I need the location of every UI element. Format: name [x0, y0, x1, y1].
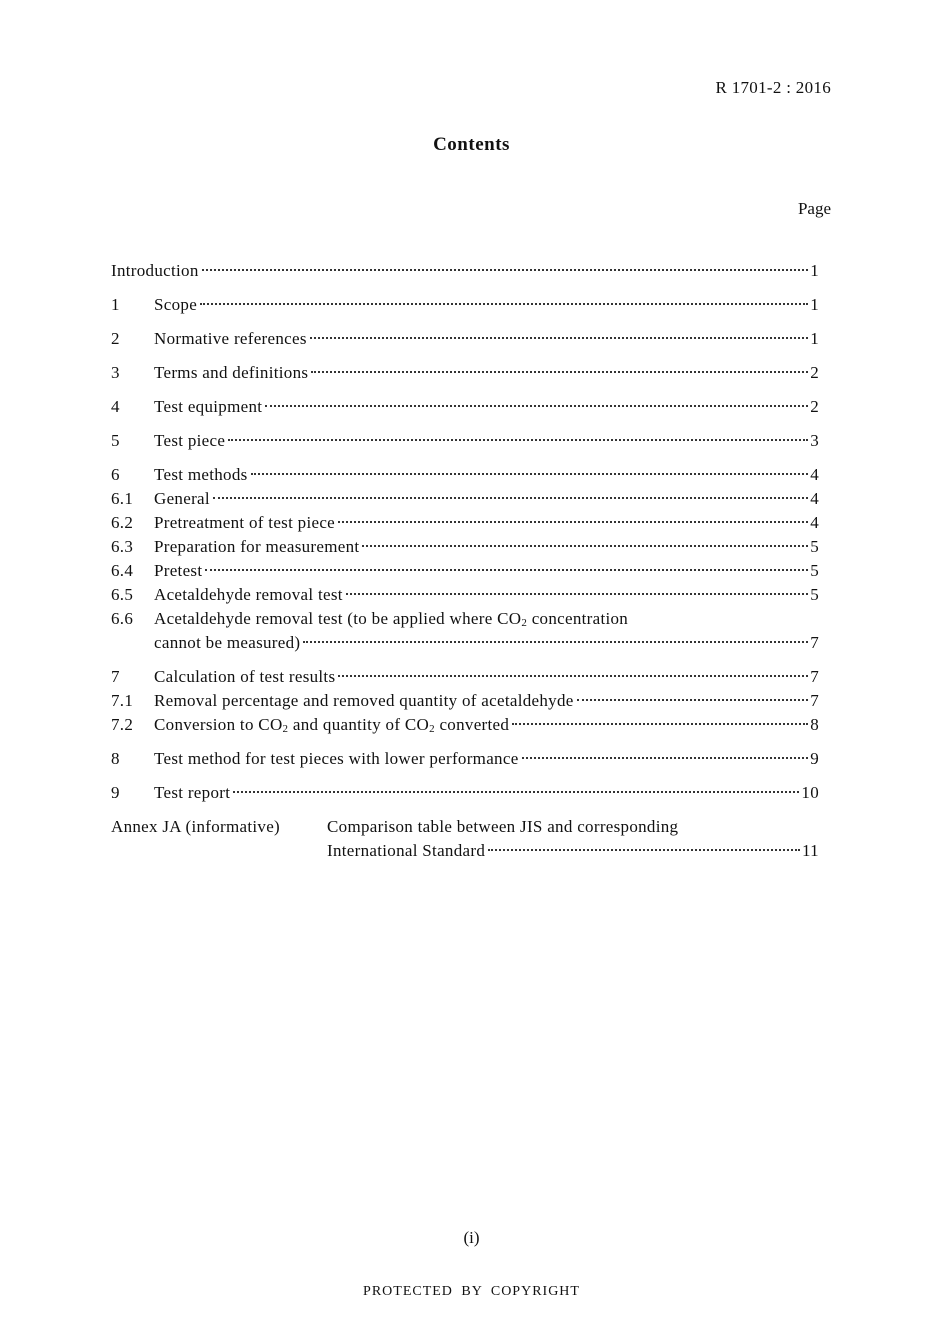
toc-page: 1 [810, 295, 819, 314]
toc-entry-2[interactable] [111, 327, 819, 351]
toc-entry-7-1[interactable] [111, 689, 819, 713]
dot-leader [205, 569, 808, 571]
dot-leader [251, 473, 809, 475]
toc-label: Calculation of test results [154, 667, 336, 686]
toc-page: 9 [810, 749, 819, 768]
toc-entry-8[interactable] [111, 747, 819, 771]
dot-leader [346, 593, 808, 595]
toc-page: 8 [810, 715, 819, 734]
toc-label: Scope [154, 295, 198, 314]
toc-label: Test report [154, 783, 231, 802]
toc-number: 1 [111, 295, 120, 314]
standard-number: R 1701-2 : 2016 [715, 78, 831, 97]
toc-entry-6[interactable] [111, 463, 819, 487]
toc-page: 4 [810, 513, 819, 532]
toc-label: Pretreatment of test piece [154, 513, 336, 532]
dot-leader [202, 269, 809, 271]
footer-page-number: (i) [463, 1228, 480, 1247]
page-column-heading: Page [797, 199, 831, 218]
toc-entry-4[interactable] [111, 395, 819, 419]
dot-leader [200, 303, 808, 305]
toc-entry-6-4[interactable] [111, 559, 819, 583]
dot-leader [512, 723, 808, 725]
toc-number: 8 [111, 749, 120, 768]
toc-number: 5 [111, 431, 120, 450]
toc-page: 7 [810, 667, 819, 686]
toc-number: 7.1 [111, 691, 134, 710]
toc-label: Pretest [154, 561, 203, 580]
dot-leader [311, 371, 808, 373]
toc-page: 5 [810, 585, 819, 604]
dot-leader [522, 757, 809, 759]
toc-entry-6-6[interactable] [111, 607, 819, 655]
table-of-contents [111, 259, 819, 863]
toc-page: 2 [810, 397, 819, 416]
annex-label: Annex JA (informative) [111, 817, 281, 836]
toc-page: 11 [802, 841, 819, 860]
toc-number: 6.3 [111, 537, 134, 556]
copyright-notice: PROTECTED BY COPYRIGHT [363, 1284, 580, 1299]
toc-entry-annex-ja[interactable] [111, 815, 819, 863]
toc-entry-introduction[interactable] [111, 259, 819, 283]
toc-entry-7-2[interactable] [111, 713, 819, 737]
toc-page: 7 [810, 691, 819, 710]
dot-leader [310, 337, 808, 339]
dot-leader [233, 791, 799, 793]
toc-label: Test equipment [154, 397, 263, 416]
annex-title-line2: International Standard [327, 841, 486, 860]
toc-page: 3 [810, 431, 819, 450]
toc-number: 3 [111, 363, 120, 382]
toc-label: Test methods [154, 465, 248, 484]
toc-entry-9[interactable] [111, 781, 819, 805]
toc-number: 6.2 [111, 513, 134, 532]
dot-leader [213, 497, 808, 499]
toc-label: Normative references [154, 329, 307, 348]
toc-label: Conversion to $CO_2$ and quantity of $CO_2$ converted [154, 715, 510, 735]
page-title: Contents [433, 134, 510, 155]
toc-label-line1: Acetaldehyde removal test (to be applied where $CO_2$ concentration [154, 609, 629, 629]
toc-entry-6-5[interactable] [111, 583, 819, 607]
toc-label-line2: cannot be measured) [154, 633, 301, 652]
toc-page: 2 [810, 363, 819, 382]
toc-entry-7[interactable] [111, 665, 819, 689]
dot-leader [228, 439, 808, 441]
dot-leader [362, 545, 808, 547]
toc-number: 2 [111, 329, 120, 348]
toc-page: 7 [810, 633, 819, 652]
toc-entry-6-2[interactable] [111, 511, 819, 535]
toc-entry-6-1[interactable] [111, 487, 819, 511]
toc-page: 5 [810, 561, 819, 580]
toc-label: Terms and definitions [154, 363, 309, 382]
toc-page: 4 [810, 489, 819, 508]
dot-leader [338, 521, 808, 523]
toc-label: General [154, 489, 210, 508]
dot-leader [577, 699, 809, 701]
toc-number: 6.4 [111, 561, 134, 580]
dot-leader [303, 641, 808, 643]
toc-page: 5 [810, 537, 819, 556]
toc-page: 10 [801, 783, 819, 802]
toc-page: 4 [810, 465, 819, 484]
toc-entry-1[interactable] [111, 293, 819, 317]
dot-leader [265, 405, 808, 407]
toc-number: 7 [111, 667, 120, 686]
toc-label: Preparation for measurement [154, 537, 360, 556]
toc-label: Introduction [111, 261, 199, 280]
toc-label: Removal percentage and removed quantity of acetaldehyde [154, 691, 574, 710]
toc-number: 6.1 [111, 489, 134, 508]
toc-label: Test method for test pieces with lower performance [154, 749, 519, 768]
toc-number: 6 [111, 465, 120, 484]
dot-leader [488, 849, 800, 851]
toc-number: 6.5 [111, 585, 134, 604]
toc-entry-6-3[interactable] [111, 535, 819, 559]
toc-page: 1 [810, 261, 819, 280]
toc-label: Acetaldehyde removal test [154, 585, 343, 604]
toc-number: 7.2 [111, 715, 134, 734]
toc-label: Test piece [154, 431, 226, 450]
toc-entry-3[interactable] [111, 361, 819, 385]
toc-number: 4 [111, 397, 120, 416]
toc-number: 9 [111, 783, 120, 802]
toc-page: 1 [810, 329, 819, 348]
toc-entry-5[interactable] [111, 429, 819, 453]
annex-title-line1: Comparison table between JIS and corresponding [327, 817, 679, 836]
dot-leader [338, 675, 808, 677]
toc-number: 6.6 [111, 609, 134, 628]
